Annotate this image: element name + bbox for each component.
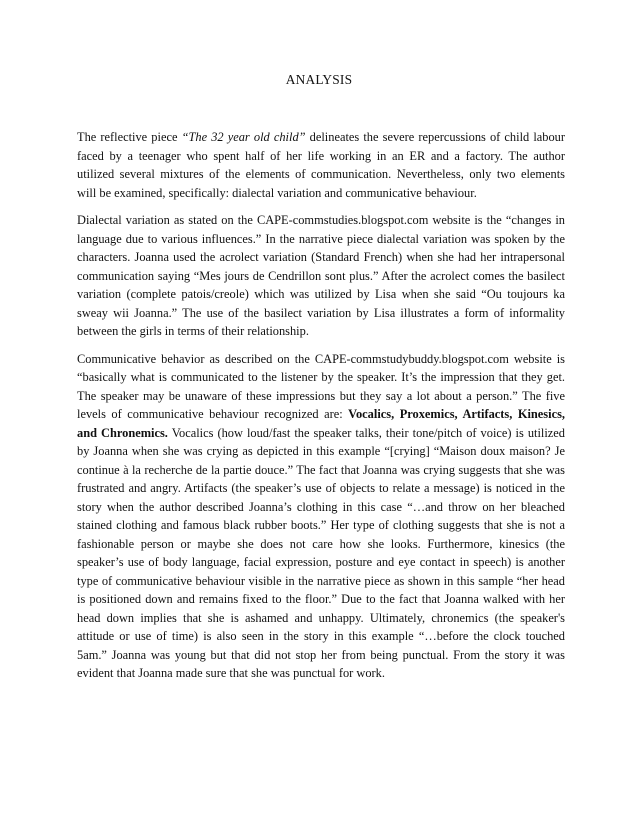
text-line [77,387,565,406]
text-run: communication saying “Mes jours de Cendrillon sont plus.” After the acrolect comes the basilect [77,268,565,283]
bold-text: Vocalics, Proxemics, Artifacts, Kinesics, [348,407,565,421]
text-run: The reflective piece [77,130,182,144]
text-line [77,479,565,498]
text-line [77,211,565,230]
text-run: story when the author described Joanna’s clothing in this case “…and throw on her bleached [77,499,565,514]
text-run: 5am.” Joanna was young but that did not stop her from being punctual. From the story it was [77,647,565,662]
text-line [77,267,565,286]
text-run: type of communicative behaviour visible in the narrative piece as shown in this sample “her head [77,573,565,588]
text-run: is positioned down and remains fixed to the floor.” Due to the fact that Joanna walked with her [77,592,565,606]
italic-title: “The 32 year old child” [181,130,306,144]
text-line [77,405,565,424]
text-line [77,350,565,369]
text-run: characters. Joanna used the acrolect variation (Standard French) when she had her intrapersonal [77,250,565,264]
text-line [77,590,565,609]
text-run: frustrated and angry. Artifacts (the speaker’s use of objects to relate a message) is noticed in the [77,481,565,495]
text-line [77,128,565,147]
text-run: Dialectal variation as stated on the CAPE-commstudies.blogspot.com website is the “changes in [77,213,565,227]
text-line [77,498,565,517]
text-run: attitude or use of time) is also seen in the story in this example “…before the clock touched [77,629,565,643]
text-run: sweay wii Joanna.” The use of the basilect variation by Lisa illustrates a form of informality [77,305,565,320]
page-title: ANALYSIS [285,72,353,87]
text-run: language due to various influences.” In the narrative piece dialectal variation was spoken by the [77,231,565,246]
bold-text: and Chronemics. [77,425,168,440]
text-line [77,627,565,646]
text-run: stained clothing and famous black rubber boots.” Her type of clothing suggests that she is not a [77,518,565,532]
paragraph [77,211,565,341]
text-line [77,184,565,203]
text-run: by Joanna when she was crying as depicted in this example “[crying] “Maison doux maison? Je [77,444,565,458]
text-line [77,147,565,166]
text-run: speaker’s use of body language, facial expression, posture and eye contact in speech) is another [77,555,565,569]
text-run: Communicative behavior as described on the CAPE-commstudybuddy.blogspot.com website is [77,351,565,366]
text-line [77,664,565,683]
text-run: head down implies that she is ashamed and unhappy. Ultimately, chronemics (the speaker's [77,610,565,625]
text-line [77,424,565,443]
text-run: “basically what is communicated to the listener by the speaker. It’s the impression that they get. [77,370,565,384]
text-run: fashionable person or maybe she does not care how she looks. Furthermore, kinesics (the [77,536,565,551]
document-body [77,128,565,692]
text-line [77,304,565,323]
text-line [77,535,565,554]
text-line [77,461,565,480]
text-line [77,516,565,535]
text-run: between the girls in terms of their relationship. [77,324,309,338]
text-line [77,165,565,184]
text-run: utilized several mixtures of the elements of communication. Nevertheless, only two elements [77,167,565,181]
text-line [77,322,565,341]
text-line [77,572,565,591]
text-line [77,553,565,572]
text-run: evident that Joanna made sure that she was punctual for work. [77,666,385,680]
text-run: will be examined, specifically: dialectal variation and communicative behaviour. [77,185,477,200]
text-run: variation (complete patois/creole) which was utilized by Lisa when she said “Ou toujours ka [77,287,565,301]
text-run: delineates the severe repercussions of child labour [305,130,565,144]
text-line [77,442,565,461]
text-run: continue à la recherche de la partie douce.” The fact that Joanna was crying suggests that she was [77,462,565,477]
text-run: faced by a teenager who spent half of her life working in an ER and a factory. The author [77,148,565,163]
text-line [77,248,565,267]
paragraph [77,128,565,202]
text-line [77,230,565,249]
text-run: Vocalics (how loud/fast the speaker talks, their tone/pitch of voice) is utilized [167,425,565,440]
text-line [77,285,565,304]
text-line [77,646,565,665]
paragraph [77,350,565,683]
text-line [77,609,565,628]
text-run: levels of communicative behaviour recognized are: [77,407,349,421]
text-run: The speaker may be unaware of these impressions but they say a lot about a person.” The five [77,388,565,403]
text-line [77,368,565,387]
